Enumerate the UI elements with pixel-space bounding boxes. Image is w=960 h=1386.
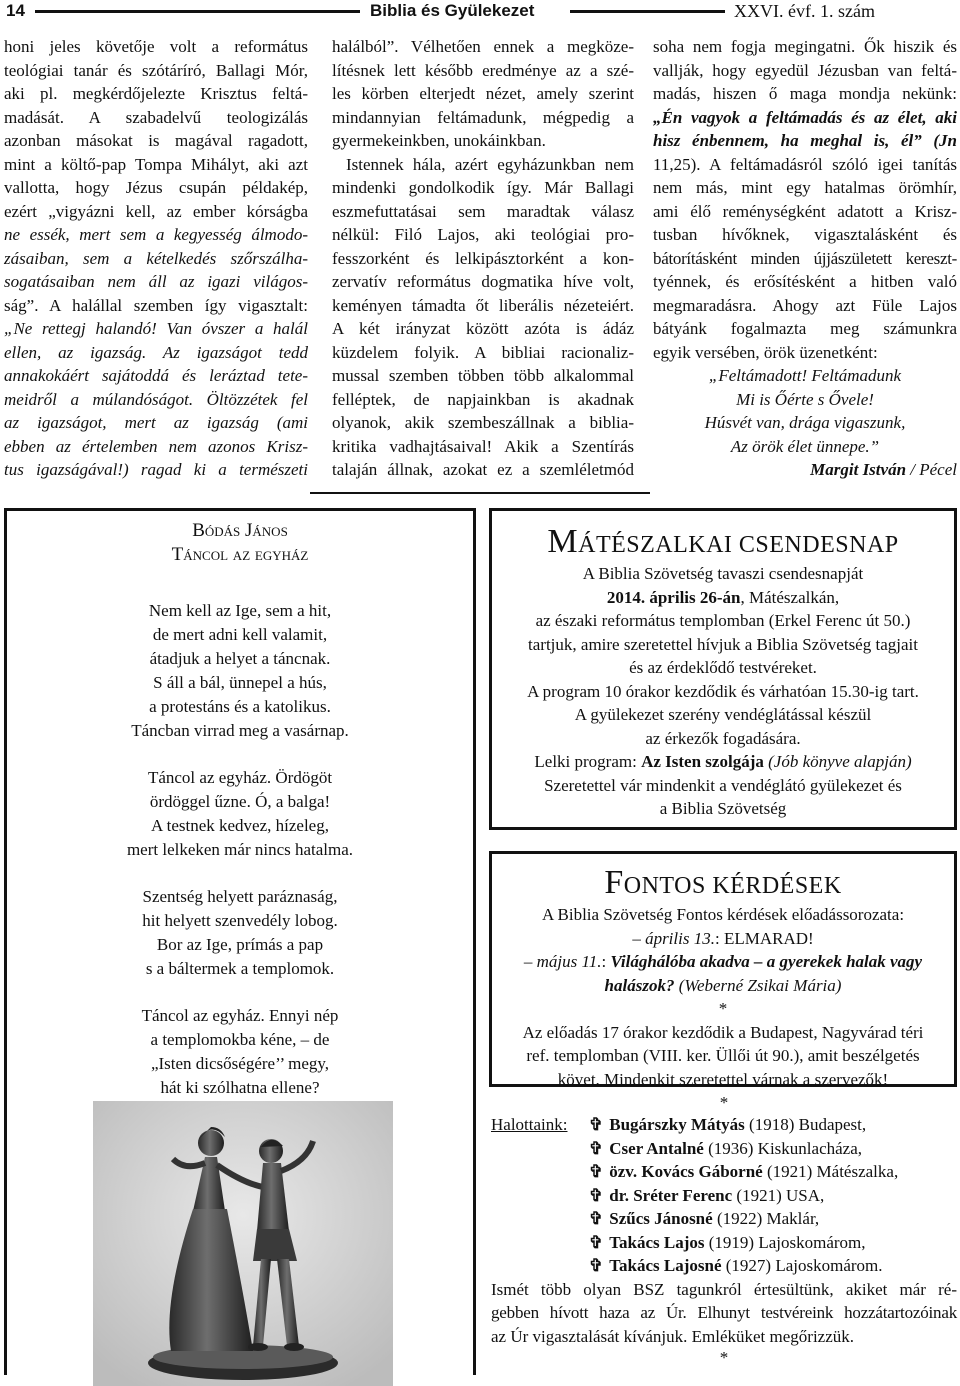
text-line: fesszorként és lelkipásztorként a kon- xyxy=(332,248,634,268)
text-line: teológiai tanár és szótáríró, Ballagi Mór, xyxy=(4,60,308,80)
text-line-italic: sogatásaiban nem áll az igazi világos- xyxy=(4,272,308,291)
text-line: az Úr vigasztalását kívánjuk. Emléküket megőrizzük. xyxy=(491,1326,855,1346)
text-line: kritika vadhajtásaival! Akik a Szentírás xyxy=(332,436,634,456)
poem-line: Táncol az egyház. Ennyi nép xyxy=(141,1006,339,1025)
poem-line: A testnek kedvez, hízeleg, xyxy=(151,816,329,835)
cross-icon: ✞ xyxy=(588,1256,604,1275)
notice-title xyxy=(492,866,954,903)
separator-star: * xyxy=(719,1093,729,1112)
text-line: 11,25). A feltámadásról szóló igei tanítás xyxy=(653,154,957,174)
deceased-name: özv. Kovács Gáborné xyxy=(609,1162,763,1181)
mateszalka-notice-box xyxy=(489,508,957,830)
poem-body xyxy=(7,599,473,1100)
deceased-details: (1922) Maklár, xyxy=(712,1209,820,1228)
poem-line: mert lelkeken már nincs hatalma. xyxy=(126,840,354,859)
text-line: keményen támadta őt liberális nézeteiért. xyxy=(332,295,634,315)
text-line: A két irányzat között azóta is ádáz xyxy=(332,319,634,338)
text-line: madás, hiszen ő maga mondja nekünk: xyxy=(653,84,957,103)
notice-line: A Biblia Szövetség tavaszi csendesnapját xyxy=(582,564,864,583)
lecture-title: halászok? xyxy=(604,975,675,995)
text-line: ezért „vigyázni kell, az ember kórságba xyxy=(4,201,308,221)
quote-line: hisz énbennem, ha meghal is, él” (Jn xyxy=(653,131,957,150)
text-line: bátorításként minden újjászületett kereszt- xyxy=(653,248,957,268)
notice-line xyxy=(492,586,954,610)
deceased-details: (1918) Budapest, xyxy=(744,1115,867,1134)
lecturer: (Weberné Zsikai Mária) xyxy=(674,975,842,995)
notice-text: Lelki program: xyxy=(534,752,642,771)
signature xyxy=(653,458,957,482)
program-subtitle: (Jób könyve alapján) xyxy=(763,752,912,771)
cross-icon: ✞ xyxy=(588,1185,604,1205)
notice-line: az érkezők fogadására. xyxy=(645,728,801,748)
text-line: zervatív református dogmatika híve volt, xyxy=(332,272,634,291)
notice-line: követ. Mindenkit szeretettel várnak a szervezők! xyxy=(557,1069,889,1089)
deceased-name: Takács Lajosné xyxy=(609,1256,722,1275)
poem-line: Táncban virrad meg a vasárnap. xyxy=(131,721,349,740)
poem-line: s a báltermek a templomok. xyxy=(145,959,335,978)
poem-line: Szentség helyett paráznaság, xyxy=(142,887,338,906)
poem-line: hit helyett szenvedély lobog. xyxy=(142,911,338,930)
poem-line: Nem kell az Ige, sem a hit, xyxy=(148,601,332,620)
text-line: talaján állnak, azokat ez a szemléletmód xyxy=(332,460,634,479)
text-line: madását. A szabadelvű teologizálás xyxy=(4,107,308,127)
deceased-details: (1919) Lajoskomárom, xyxy=(704,1232,866,1252)
text-line: ami élő reménységként adatott a Krisz- xyxy=(653,201,957,221)
text-line: halálból”. Vélhetően ennek a megköze- xyxy=(332,37,634,56)
separator-star: * xyxy=(718,999,728,1018)
deceased-name: Szűcs Jánosné xyxy=(609,1209,713,1228)
text-line: tusban hívőknek, vigasztalásként és xyxy=(653,225,957,244)
lecture-title: Világhálóba akadva – a gyerekek halak vagy xyxy=(610,952,923,971)
text-line-italic: meidről a múlandóságot. Öltözzétek fel xyxy=(4,389,308,409)
poem-author: Bódás János xyxy=(192,520,288,541)
deceased-name: Takács Lajos xyxy=(609,1232,705,1252)
text-line: vallják, hogy egyedül Jézusban van feltá- xyxy=(653,60,957,80)
title-rest: ONTOS KÉRDÉSEK xyxy=(623,873,842,899)
obituary-entry xyxy=(491,1231,957,1255)
deceased-name: dr. Sréter Ferenc xyxy=(609,1185,733,1205)
fontos-kerdesek-box xyxy=(489,851,957,1087)
program-title: Az Isten szolgája xyxy=(641,752,764,771)
text-line: bátyánk fogalmazta meg számunkra xyxy=(653,319,957,338)
text-line: ság”. A halállal szemben így vigasztalt: xyxy=(4,295,308,315)
text-line: felléptek, de napjainkban is akadnak xyxy=(332,389,634,409)
deceased-details: (1921) Mátészalka, xyxy=(762,1162,899,1181)
text-line-italic: ne essék, mert sem a kegyesség álmodo- xyxy=(4,225,308,244)
text-line: lítésnek lett később eredménye az a szé- xyxy=(332,60,634,80)
poem-line: „Feltámadott! Feltámadunk xyxy=(708,366,902,385)
text-line: azonban másokat is magával ragadott, xyxy=(4,131,308,150)
notice-line: Az előadás 17 órakor kezdődik a Budapest, Nagyvárad téri xyxy=(522,1022,924,1042)
dancing-couple-figurine-image xyxy=(93,1101,393,1386)
notice-line xyxy=(492,950,954,974)
notice-line: A gyülekezet szerény vendéglátással készül xyxy=(574,705,872,724)
poem-stanza xyxy=(7,1004,473,1100)
text-line: küzdelem folyik. A bibliai racionaliz- xyxy=(332,342,634,362)
obituary-entry xyxy=(491,1254,957,1278)
cross-icon: ✞ xyxy=(588,1209,604,1228)
notice-line: a Biblia Szövetség xyxy=(659,799,787,818)
journal-title: Biblia és Gyülekezet xyxy=(370,1,535,20)
poem-line: ördöggel űzne. Ó, a balga! xyxy=(149,792,331,811)
col1-text xyxy=(4,35,308,482)
notice-line: ref. templomban (VIII. ker. Üllői út 90.), amit beszélgetés xyxy=(526,1046,920,1065)
text-line: les körben elterjedt nézet, amely szerint xyxy=(332,84,634,103)
text-line-italic: „Ne rettegj halandó! Van óvszer a halál xyxy=(4,319,308,338)
lecture-date: – május 11. xyxy=(523,952,602,971)
deceased-details: (1936) Kiskunlacháza, xyxy=(703,1138,862,1158)
article-column-3 xyxy=(653,35,957,482)
text-line-italic: az igazságot, mert az igazság (ami xyxy=(4,413,308,432)
text-line-italic: zásaiban, sem a kételkedés szőrszálha- xyxy=(4,248,308,268)
text-line: megmaradásra. Ahogy azt Füle Lajos xyxy=(653,295,957,315)
text-line: gyermekeinkben, unokáinkban. xyxy=(332,131,546,150)
text-line: olyanok, akik szembeszállnak a biblia- xyxy=(332,413,634,432)
mateszalka-notice xyxy=(492,511,954,821)
text-line-italic: ellen, az igazság. Az igazságot tedd xyxy=(4,342,308,362)
text-line-italic: ebben az értelemben nem azonos Krisz- xyxy=(4,436,308,456)
quote-line: „Én vagyok a feltámadás és az élet, aki xyxy=(653,107,957,127)
notice-line: Szeretettel vár mindenkit a vendéglátó gyülekezet és xyxy=(544,775,902,795)
obituary-label: Halottaink: xyxy=(491,1115,568,1134)
obituary-entry xyxy=(491,1113,957,1137)
poem-line: Az örök élet ünnepe.” xyxy=(730,436,880,456)
notice-line: az északi református templomban (Erkel Ferenc út 50.) xyxy=(535,611,911,630)
cross-icon: ✞ xyxy=(588,1232,604,1252)
text-line: tyénnek, és erősítésként a hitben való xyxy=(653,272,957,291)
article-column-1 xyxy=(4,35,308,482)
poem-line: S áll a bál, ünnepel a hús, xyxy=(153,673,327,692)
text-line: mint a költő-pap Tompa Mihályt, aki azt xyxy=(4,154,308,174)
quoted-poem xyxy=(653,364,957,458)
cross-icon: ✞ xyxy=(588,1138,604,1158)
obituary-entry xyxy=(491,1160,957,1184)
text-line: vallotta, hogy Jézus csupán példakép, xyxy=(4,178,308,197)
poem-line: átadjuk a helyet a táncnak. xyxy=(149,649,331,668)
poem-title: Táncol az egyház xyxy=(171,544,309,565)
poem-line: Táncol az egyház. Ördögöt xyxy=(147,768,333,787)
cross-icon: ✞ xyxy=(588,1162,604,1181)
poem-line: a templomokba kéne, – de xyxy=(150,1030,330,1049)
obituary-closing xyxy=(491,1278,957,1349)
page-number: 14 xyxy=(6,1,25,20)
fontos-kerdesek-notice xyxy=(492,854,954,1091)
lecture-date: – április 13. xyxy=(632,928,715,948)
deceased-name: Bugárszky Mátyás xyxy=(609,1115,745,1134)
obituary-entry xyxy=(491,1207,957,1231)
deceased-details: (1927) Lajoskomárom. xyxy=(721,1256,883,1275)
poem-header xyxy=(7,519,473,567)
cross-icon: ✞ xyxy=(588,1115,604,1134)
notice-line: A Biblia Szövetség Fontos kérdések előadássorozata: xyxy=(541,905,905,924)
poem-line: Bor az Ige, prímás a pap xyxy=(156,935,324,954)
obituary-entry xyxy=(491,1137,957,1161)
signature-name: Margit István xyxy=(810,460,907,479)
event-date: 2014. április 26-án xyxy=(606,587,741,607)
poem-line: a protestáns és a katolikus. xyxy=(149,697,331,716)
text-line: Ismét több olyan BSZ tagunkról értesültünk, akiket már ré- xyxy=(491,1279,957,1299)
poem-line: hát ki szólhatna ellene? xyxy=(160,1078,320,1097)
notice-line xyxy=(492,927,954,951)
notice-text: : ELMARAD! xyxy=(714,928,814,948)
text-line: mussal szemben többen több alkalommal xyxy=(332,366,634,385)
title-initial: M xyxy=(547,523,579,560)
text-line: mindannyian feltámadunk, mégpedig a xyxy=(332,107,634,127)
text-line: mindenki gondolkodik így. Már Ballagi xyxy=(332,178,634,197)
header-rule-right xyxy=(570,10,725,13)
deceased-name: Cser Antalné xyxy=(609,1138,704,1158)
notice-line: tartjuk, amire szeretettel hívjuk a Biblia Szövetség tagjait xyxy=(528,634,918,654)
text-line: aki pl. megkérdőjelezte Krisztus feltá- xyxy=(4,84,308,103)
poem-stanza xyxy=(7,599,473,743)
poem-line: de mert adni kell valamit, xyxy=(152,625,328,644)
deceased-details: (1921) USA, xyxy=(732,1185,825,1205)
obituary-entry xyxy=(491,1184,957,1208)
title-initial: F xyxy=(604,864,624,901)
text-line: nélkül: Filó Lajos, aki teológiai pro- xyxy=(332,225,634,244)
notice-title xyxy=(492,525,954,562)
poem-stanza xyxy=(7,885,473,981)
obituary-section xyxy=(491,1093,957,1368)
text-line-italic: tus igazságával!) ragad ki a természeti xyxy=(4,460,308,479)
notice-line xyxy=(492,750,954,774)
poem-line: Húsvét van, drága vigaszunk, xyxy=(704,413,906,432)
title-rest: ÁTÉSZALKAI CSENDESNAP xyxy=(578,532,899,558)
notice-line: A program 10 órakor kezdődik és várhatóan 15.30-ig tart. xyxy=(527,681,919,701)
text-line: soha nem fogja megingatni. Ők hiszik és xyxy=(653,37,957,56)
text-line: gebben hívott haza az Úr. Elhunyt testvéreink hozzátartozóinak xyxy=(491,1303,957,1322)
poem-stanza xyxy=(7,766,473,862)
signature-place: / Pécel xyxy=(906,460,957,479)
text-line-italic: annakokáért sajátoddá és leráztad tete- xyxy=(4,366,308,385)
header-rule-left xyxy=(35,10,360,13)
poem-line: Mi is Őérte s Ővele! xyxy=(736,389,874,409)
column-end-rule xyxy=(310,492,650,494)
text-line: egyik versében, örök üzenetként: xyxy=(653,342,878,362)
text-line: honi jeles követője volt a református xyxy=(4,37,308,56)
text-line: nem más, mint egy hatalmas örömhír, xyxy=(653,178,957,197)
notice-text: , Mátészalkán, xyxy=(740,587,840,607)
notice-line xyxy=(492,974,954,998)
article-column-2 xyxy=(332,35,634,482)
notice-line: és az érdeklődő testvéreket. xyxy=(629,658,817,677)
issue-label: XXVI. évf. 1. szám xyxy=(734,1,875,21)
text-line: Istennek hála, azért egyházunkban nem xyxy=(346,154,634,174)
poem-line: „Isten dicsőségére’’ megy, xyxy=(150,1054,330,1073)
poem-box xyxy=(4,508,476,1375)
separator-star: * xyxy=(719,1348,729,1367)
text-line: eszmefuttatásai sem maradtak válasz xyxy=(332,201,634,221)
notice-text: : xyxy=(601,952,611,971)
